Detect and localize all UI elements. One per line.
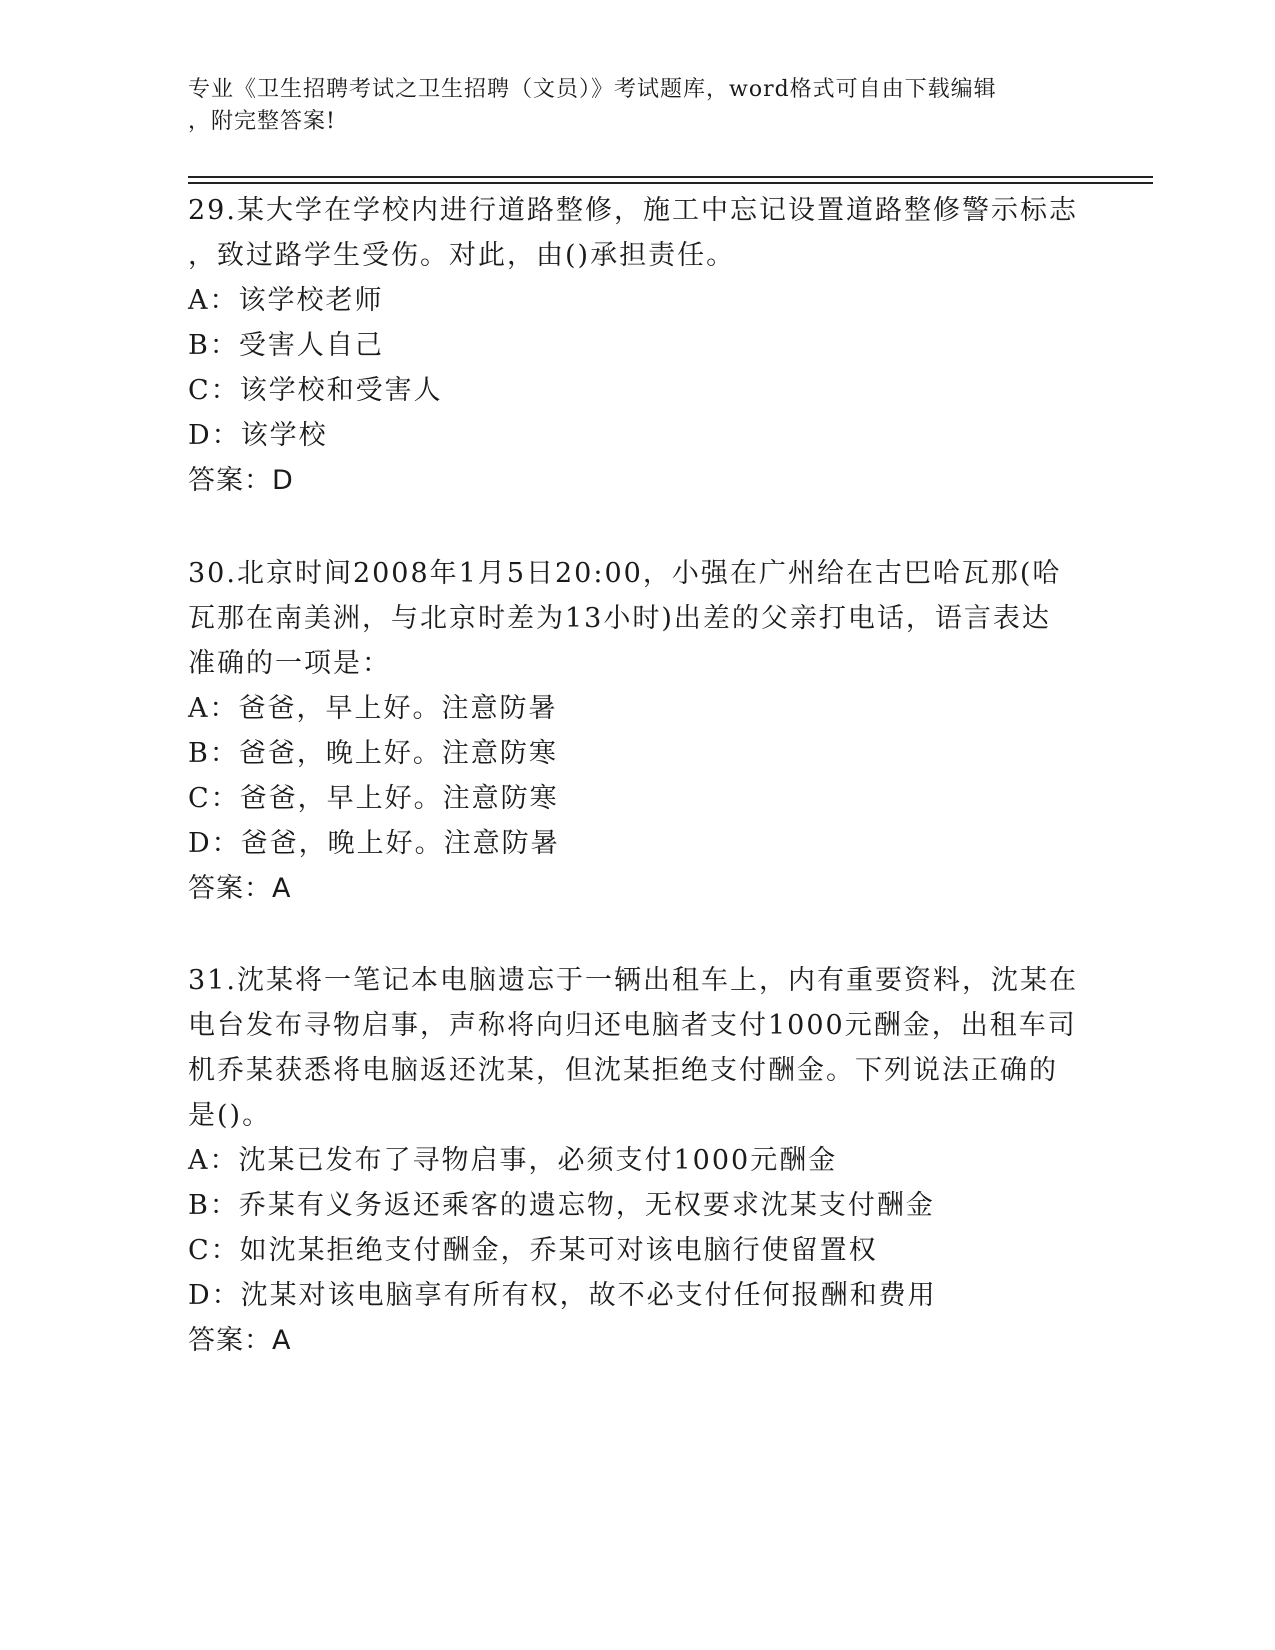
stem-line: 30.北京时间2008年1月5日20:00，小强在广州给在古巴哈瓦那(哈 [188,558,1062,589]
stem-line: 是()。 [188,1100,272,1131]
answer-line: 答案：D [188,465,294,496]
option-b: B：爸爸，晚上好。注意防寒 [188,738,558,769]
option-a: A：爸爸，早上好。注意防暑 [188,693,558,724]
question-stem [188,188,1088,278]
option-d: D：爸爸，晚上好。注意防暑 [188,828,560,859]
option-b: B：乔某有义务返还乘客的遗忘物，无权要求沈某支付酬金 [188,1190,935,1221]
stem-line: 29.某大学在学校内进行道路整修，施工中忘记设置道路整修警示标志 [188,195,1078,226]
option-d: D：沈某对该电脑享有所有权，故不必支付任何报酬和费用 [188,1280,937,1311]
option-b: B：受害人自己 [188,330,384,361]
question-31 [188,958,1088,1363]
option-a: A：该学校老师 [188,285,384,316]
option-c: C：该学校和受害人 [188,375,443,406]
stem-line: 准确的一项是： [188,648,391,679]
option-c: C：如沈某拒绝支付酬金，乔某可对该电脑行使留置权 [188,1235,878,1266]
header-line-2: ，附完整答案! [188,109,336,134]
question-30 [188,551,1088,911]
option-c: C：爸爸，早上好。注意防寒 [188,783,559,814]
stem-line: 机乔某获悉将电脑返还沈某，但沈某拒绝支付酬金。下列说法正确的 [188,1055,1058,1086]
answer-line: 答案：A [188,1325,292,1356]
option-a: A：沈某已发布了寻物启事，必须支付1000元酬金 [188,1145,838,1176]
stem-line: 电台发布寻物启事，声称将向归还电脑者支付1000元酬金，出租车司 [188,1010,1077,1041]
header-divider-bottom [188,182,1153,184]
question-stem [188,958,1088,1138]
document-header [188,74,1068,138]
stem-line: 瓦那在南美洲，与北京时差为13小时)出差的父亲打电话，语言表达 [188,603,1051,634]
stem-line: 31.沈某将一笔记本电脑遗忘于一辆出租车上，内有重要资料，沈某在 [188,965,1078,996]
answer-line: 答案：A [188,873,292,904]
header-divider-top [188,176,1153,178]
option-d: D：该学校 [188,420,328,451]
question-stem [188,551,1088,686]
stem-line: ，致过路学生受伤。对此，由()承担责任。 [188,240,736,271]
header-line-1: 专业《卫生招聘考试之卫生招聘（文员）》考试题库，word格式可自由下载编辑 [188,77,997,102]
question-29 [188,188,1088,503]
